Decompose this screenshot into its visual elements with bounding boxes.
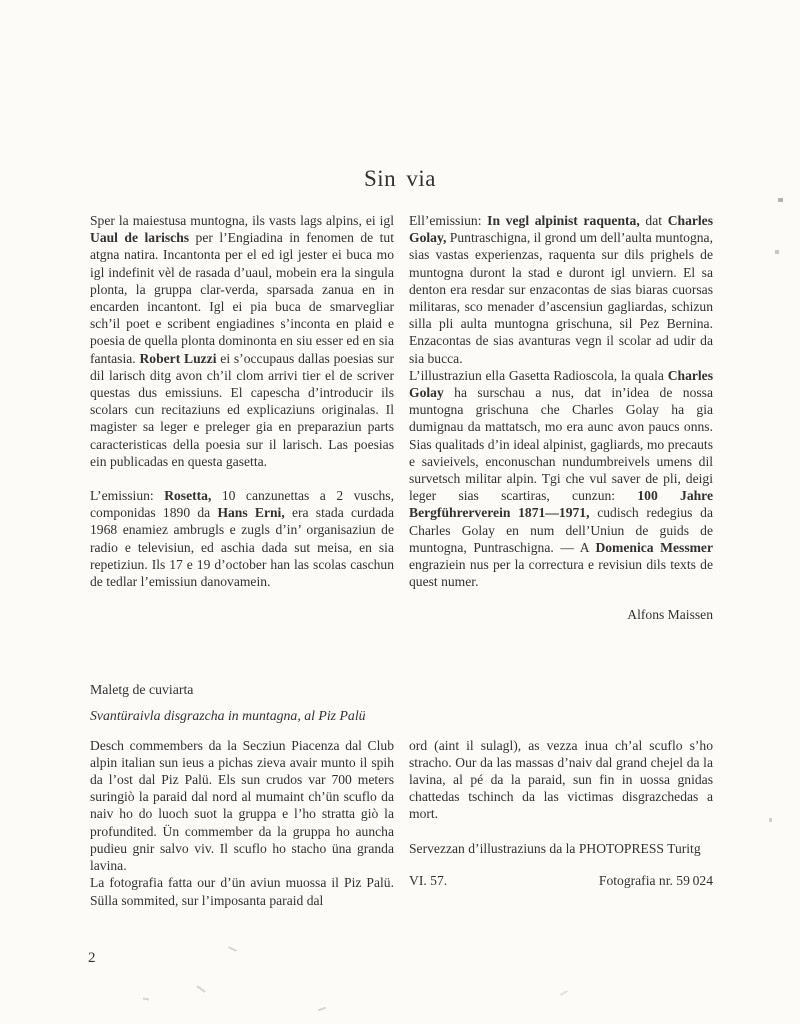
page-title: Sin via bbox=[363, 166, 437, 191]
article-paragraph: L’illustraziun ella Gasetta Radioscola, la quala Charles Golay ha surschau a nus, dat in’idea de nossa muntogna grischuna che Charles Golay ha gia dumignau da mattatsch, mo era aunc avon paucs onns. Sias qualitads d’in ideal alpinist, gagliards, mo precauts e savieivels, enconuschan nundumbreivels umens dil survetsch militar alpin. Tgi che vul saver de pli, deigi leger sias scartiras, cunzun: 100 Jahre Bergführerverein 1871—1971, cudisch redegius da Charles Golay en num dell’Uniun de guids de muntogna, Puntraschigna. — A Domenica Messmer engraziein nus per la correctura e revisiun dils texts de quest numer. bbox=[409, 367, 713, 590]
page-number: 2 bbox=[88, 950, 96, 966]
scan-smudge bbox=[228, 946, 237, 952]
article-byline: Alfons Maissen bbox=[627, 607, 713, 623]
scan-smudge bbox=[196, 985, 205, 992]
scan-artifact bbox=[778, 198, 783, 202]
article-left-column bbox=[90, 212, 394, 624]
scan-artifact bbox=[775, 250, 779, 254]
article-paragraph: Sper la maiestusa muntogna, ils vasts lags alpins, ei igl Uaul de larischs per l’Engiadina in fenomen de tut atgna natira. Incantonta per el ed igl jester ei buca mo igl indefinit vèl de rasada d’uaul, mobein era la singula plonta, la gruppa clar-verda, sparsada zanua en in encarden incantont. Igl ei pia buca de smarvegliar sch’il poet e scribent engiadines s’inconta en plaid e poesia de quella plonta dominonta en siu esser ed en sia fantasia. Robert Luzzi ei s’occupaus dallas poesias sur dil larisch ditg avon ch’il clom arrivi tier el de scriver questas dus emissiuns. El capescha d’introducir ils scolars cun recitaziuns ed explicaziuns originalas. Il magister sa leger e preleger gia en preparaziun parts caracteristicas della poesia sur il larisch. Las poesias ein publicadas en questa gasetta. bbox=[90, 213, 394, 469]
cover-columns bbox=[90, 737, 714, 909]
scan-smudge bbox=[560, 990, 568, 996]
page-content bbox=[90, 212, 714, 909]
cover-section-subtitle: Svantüraivla disgrazcha in muntagna, al Piz Palü bbox=[90, 707, 366, 723]
article-right-column bbox=[409, 212, 713, 624]
scan-smudge bbox=[143, 997, 149, 1000]
photo-credit-agency: Servezzan d’illustraziuns da la PHOTOPRESS Turitg bbox=[409, 840, 701, 856]
article-columns bbox=[90, 212, 714, 624]
cover-right-column bbox=[409, 737, 713, 909]
cover-left-column bbox=[90, 737, 394, 909]
cover-section bbox=[90, 682, 714, 909]
cover-paragraph: La fotografia fatta our d’ün aviun muossa il Piz Palü. Sülla sommited, sur l’imposanta paraid dal bbox=[90, 875, 394, 908]
scan-smudge bbox=[318, 1007, 326, 1012]
photo-number: Fotografia nr. 59 024 bbox=[598, 872, 713, 888]
article-paragraph: Ell’emissiun: In vegl alpinist raquenta, dat Charles Golay, Puntraschigna, il grond um dell’aulta muntogna, sias vastas experienzas, raquenta sur dils prighels de muntogna duront la stad e duront igl unviern. El sa denton era resdar sur enzacontas de sias biaras cuorsas militaras, sco menader d’ascensiun gagliardas, schizun silla pli aulta muntogna grischuna, sil Pez Bernina. Enzacontas de sias avanturas vegn il scolar ad udir da sia bucca. bbox=[409, 213, 713, 366]
cover-paragraph: ord (aint il sulagl), as vezza inua ch’al scuflo s’ho stracho. Our da las massas d’naiv dal grand chejel da la lavina, al pé da la paraid, sun fin in uossa gnidas chattedas tschinch da las victimas disgrazchedas a mort. bbox=[409, 737, 713, 822]
issue-code: VI. 57. bbox=[409, 872, 448, 888]
article-paragraph: L’emissiun: Rosetta, 10 canzunettas a 2 vuschs, componidas 1890 da Hans Erni, era stada curdada 1968 enamiez ambrugls e zugls d’in’ organisaziun de radio e televisiun, ed aschia dada sut meisa, en sia repetiziun. Ils 17 e 19 d’october han las scolas caschun de tedlar l’emissiun danovamein. bbox=[90, 488, 395, 590]
photo-credit-row bbox=[409, 872, 713, 889]
cover-paragraph: Desch commembers da la Secziun Piacenza dal Club alpin italian sun ieus a pichas zieva avair munto il spih da l’ost dal Piz Palü. Els sun crudos var 700 meters suringiò la paraid dal nord al mumaint ch’ün scuflo da naiv ho do luoch suot la gruppa e l’ho stratta giò la profundited. Ün commember da la gruppa ho auncha pudieu gnir salvo viv. Il scuflo ho stacho üna granda lavina. bbox=[90, 737, 394, 874]
scan-artifact bbox=[769, 818, 772, 822]
cover-section-heading: Maletg de cuviarta bbox=[90, 681, 194, 697]
